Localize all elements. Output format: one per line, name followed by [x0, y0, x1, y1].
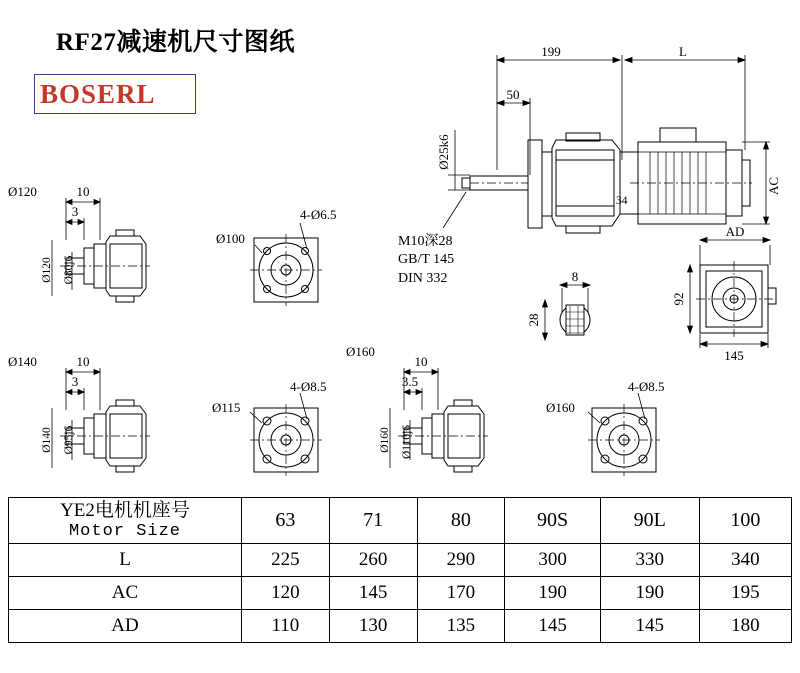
label-f140-dia: Ø140	[41, 427, 53, 453]
dim-shaft-dia: Ø25k6	[436, 134, 451, 170]
label-f160-holes: 4-Ø8.5	[628, 379, 665, 394]
label-f160-dia: Ø160	[379, 427, 391, 453]
dim-34: 34	[616, 195, 628, 207]
table-row	[9, 577, 792, 610]
table-header-size-4: 90L	[600, 498, 699, 544]
cell-AD-0: 110	[242, 610, 330, 643]
note-m10: M10深28	[398, 234, 453, 249]
label-f160-10: 10	[414, 354, 428, 369]
cell-AD-5: 180	[699, 610, 791, 643]
cell-L-0: 225	[242, 544, 330, 577]
cell-L-4: 330	[600, 544, 699, 577]
cell-AD-3: 145	[505, 610, 601, 643]
page-title: RF27减速机尺寸图纸	[56, 29, 295, 56]
note-gbt145: GB/T 145	[398, 252, 455, 267]
dim-50: 50	[506, 87, 520, 102]
table-header-size-1: 71	[329, 498, 417, 544]
row-label-AC: AC	[9, 577, 242, 610]
label-f140-10: 10	[76, 354, 90, 369]
table-header-size-0: 63	[242, 498, 330, 544]
brand-logo-text: BOSERL	[40, 79, 156, 109]
label-f120-dia: Ø120	[41, 257, 53, 283]
cell-AC-4: 190	[600, 577, 699, 610]
label-f120-3: 3	[71, 204, 79, 219]
note-din332: DIN 332	[398, 271, 448, 286]
label-f160-35: 3.5	[401, 374, 419, 389]
cell-AD-1: 130	[329, 610, 417, 643]
label-f160-outer: Ø160	[346, 344, 375, 359]
cell-AC-3: 190	[505, 577, 601, 610]
table-header-size-3: 90S	[505, 498, 601, 544]
cell-L-1: 260	[329, 544, 417, 577]
cell-L-3: 300	[505, 544, 601, 577]
label-f120-bore: Ø80j6	[63, 255, 75, 285]
table-row	[9, 610, 792, 643]
dim-L: L	[679, 44, 687, 59]
label-f140-pcd: Ø115	[212, 400, 241, 415]
cell-L-2: 290	[417, 544, 505, 577]
label-f140-holes: 4-Ø8.5	[290, 379, 327, 394]
label-f120-outer: Ø120	[8, 184, 37, 199]
table-header-label-en: Motor Size	[68, 521, 182, 541]
dim-key-8: 8	[571, 269, 579, 284]
cell-AC-0: 120	[242, 577, 330, 610]
cell-AD-4: 145	[600, 610, 699, 643]
row-label-L: L	[9, 544, 242, 577]
label-f140-bore: Ø95j6	[63, 425, 75, 455]
table-header-size-2: 80	[417, 498, 505, 544]
label-f140-3: 3	[71, 374, 79, 389]
label-f120-holes: 4-Ø6.5	[300, 207, 337, 222]
label-f140-outer: Ø140	[8, 354, 37, 369]
dim-145: 145	[724, 348, 744, 363]
table-header-label-cn: YE2电机机座号	[60, 500, 190, 521]
cell-AD-2: 135	[417, 610, 505, 643]
dim-199: 199	[541, 44, 561, 59]
dim-key-28: 28	[526, 313, 541, 327]
row-label-AD: AD	[9, 610, 242, 643]
label-f160-bore: Ø110j6	[401, 424, 413, 460]
cell-L-5: 340	[699, 544, 791, 577]
table-header-label	[9, 498, 242, 544]
dim-AC: AC	[766, 176, 781, 196]
dim-AD: AD	[725, 224, 745, 239]
label-f120-pcd: Ø100	[216, 231, 245, 246]
label-f120-10: 10	[76, 184, 90, 199]
dim-92: 92	[671, 292, 686, 306]
table-header-row	[9, 498, 792, 544]
cell-AC-2: 170	[417, 577, 505, 610]
table-row	[9, 544, 792, 577]
table-header-size-5: 100	[699, 498, 791, 544]
cell-AC-5: 195	[699, 577, 791, 610]
motor-size-table	[8, 497, 792, 643]
cell-AC-1: 145	[329, 577, 417, 610]
label-f160-pcd: Ø160	[546, 400, 575, 415]
